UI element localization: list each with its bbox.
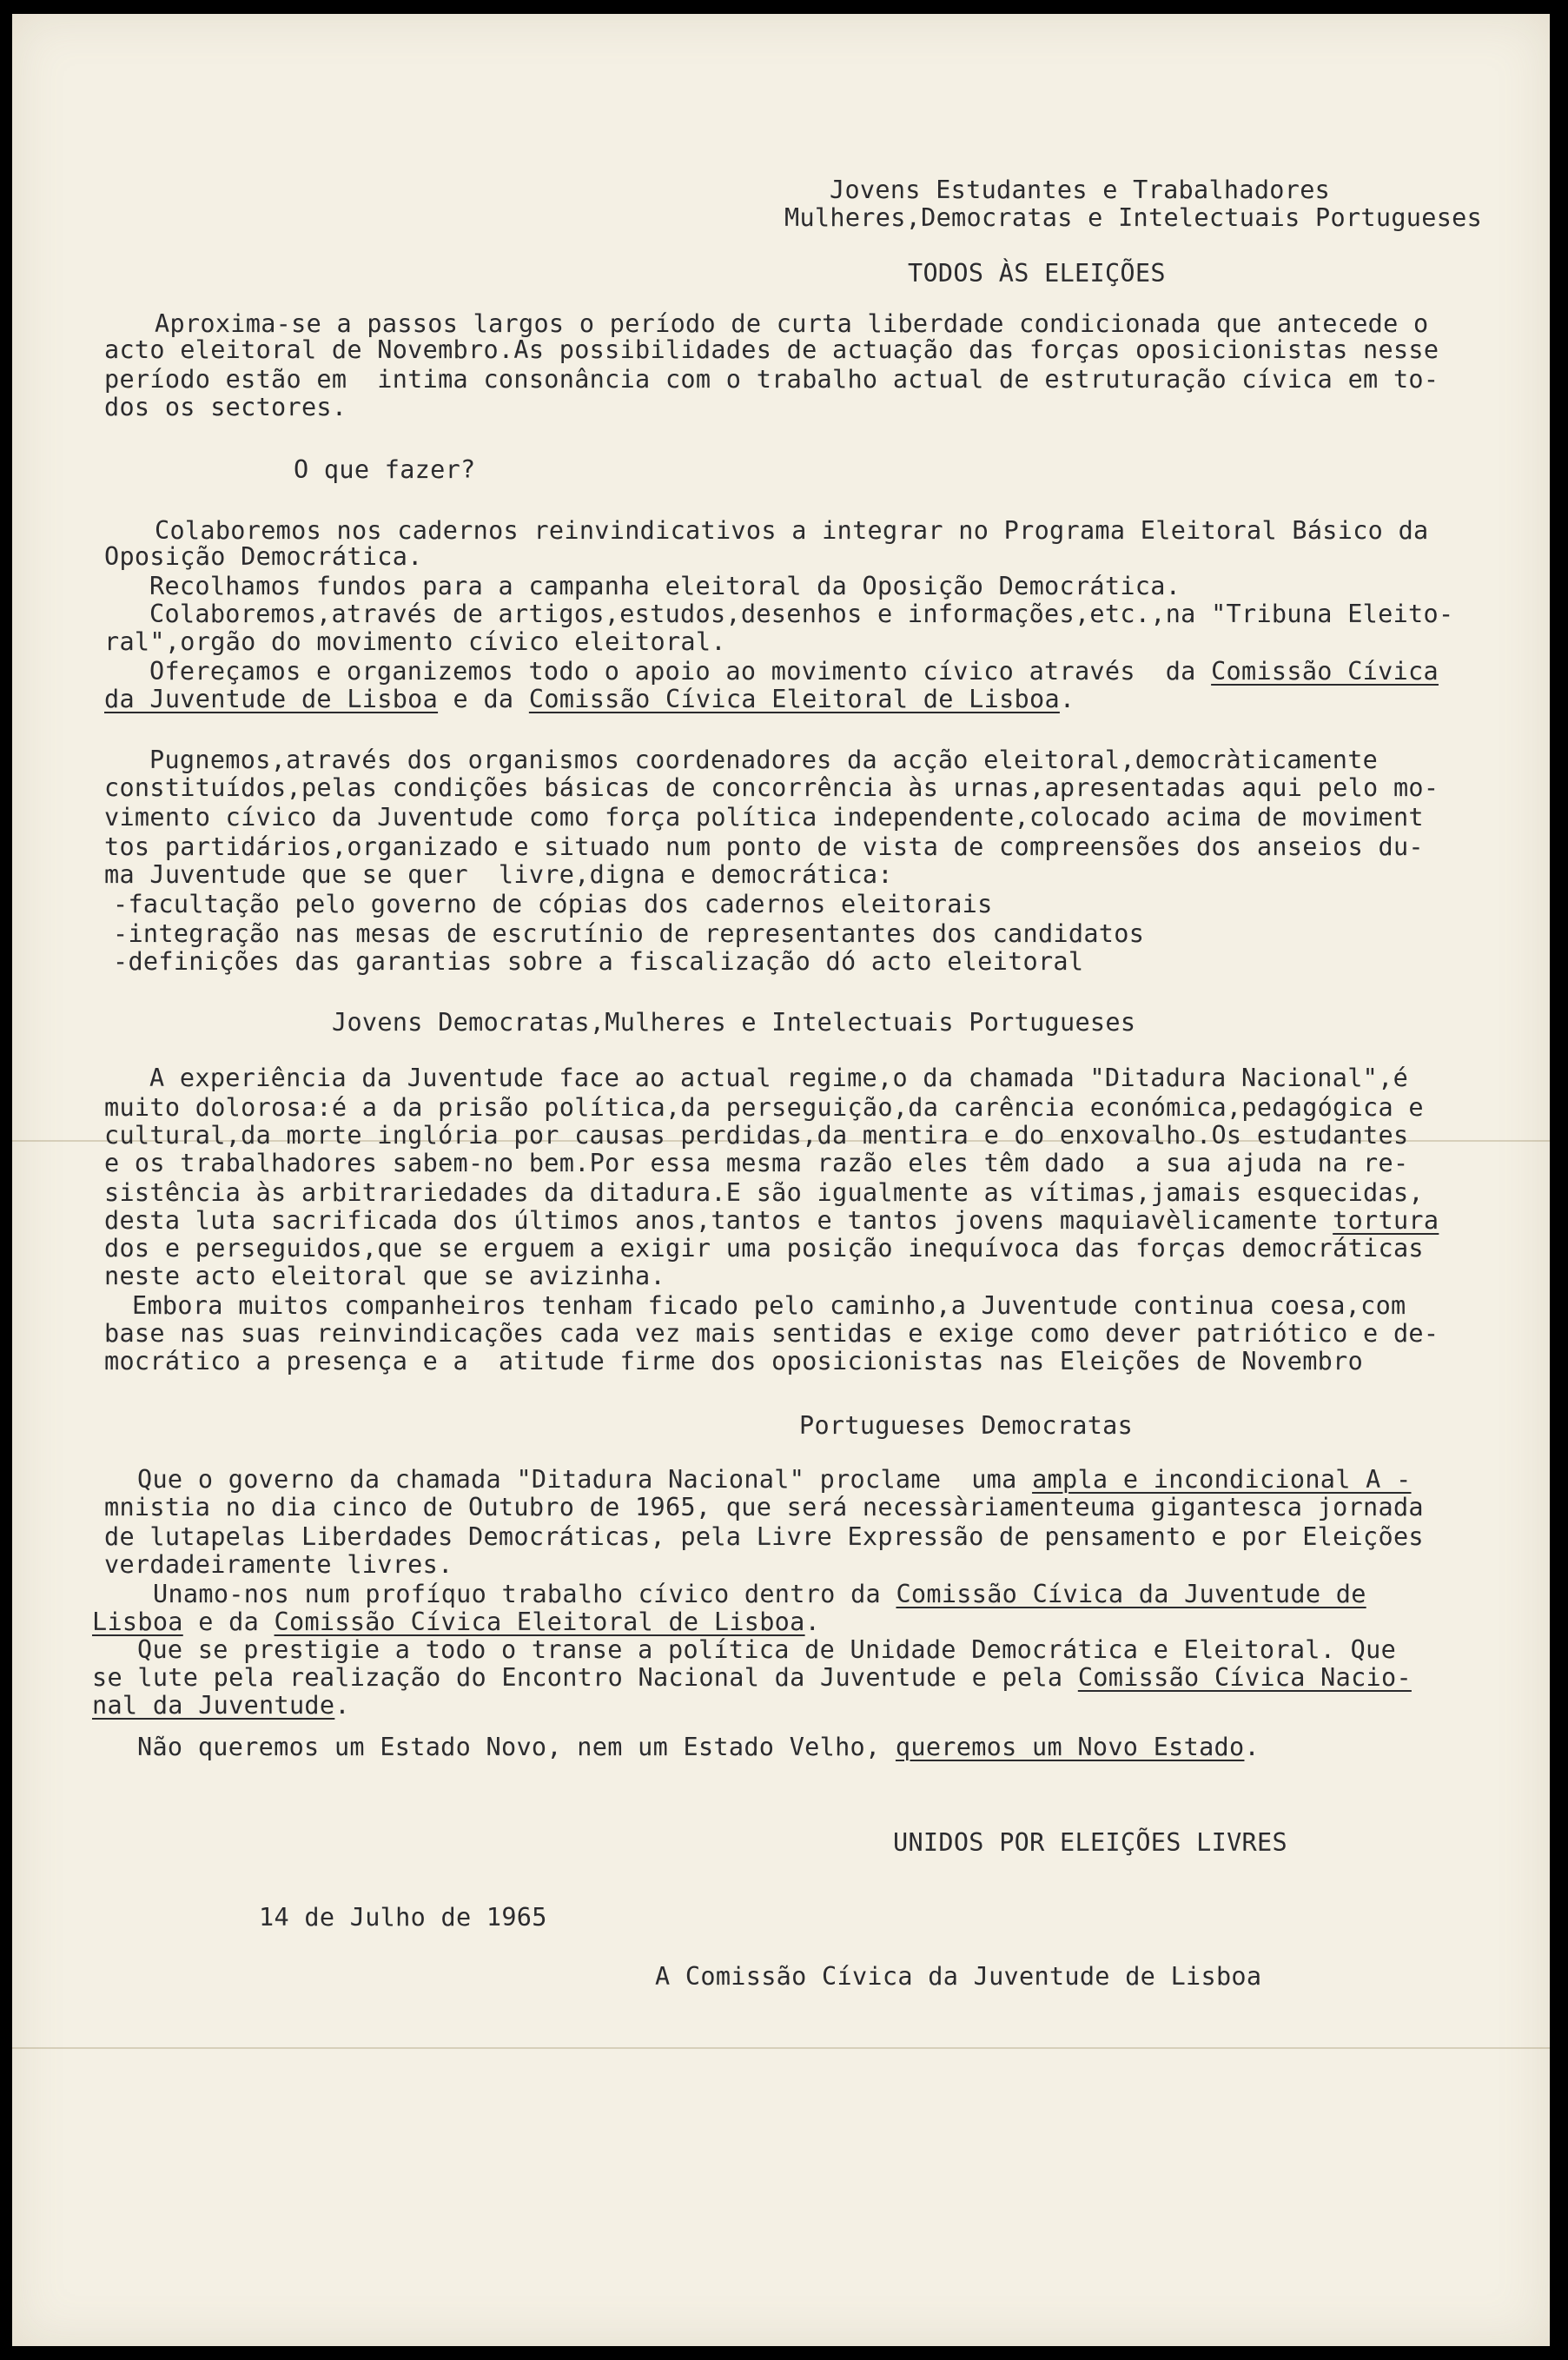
struggle-line: tos partidários,organizado e situado num ponto de vista de compreensões dos anseios du- <box>104 832 1424 861</box>
action-line: Colaboremos nos cadernos reinvindicativos a integrar no Programa Eleitoral Básico da <box>155 516 1429 545</box>
section-heading: Jovens Democratas,Mulheres e Intelectuais Portugueses <box>332 1008 1136 1037</box>
action-line: Recolhamos fundos para a campanha eleitoral da Oposição Democrática. <box>149 572 1181 600</box>
intro-line: período estão em intima consonância com o trabalho actual de estruturação cívica em to- <box>104 365 1439 394</box>
underlined-text: Comissão Cívica Eleitoral de Lisboa <box>528 685 1060 713</box>
header-line-1: Jovens Estudantes e Trabalhadores <box>830 176 1331 204</box>
underlined-text: queremos um Novo Estado <box>895 1733 1245 1761</box>
intro-line: Aproxima-se a passos largos o período de curta liberdade condicionada que antecede o <box>155 309 1429 338</box>
document-date: 14 de Julho de 1965 <box>259 1903 547 1932</box>
underlined-text: da Juventude de Lisboa <box>104 685 439 713</box>
closing-line: Não queremos um Estado Novo, nem um Estado Velho, queremos um Novo Estado. <box>137 1733 1260 1761</box>
prestige-line: Que se prestigie a todo o transe a política de Unidade Democrática e Eleitoral. Que <box>137 1635 1397 1664</box>
question-heading: O que fazer? <box>294 455 476 484</box>
signature-line: A Comissão Cívica da Juventude de Lisboa <box>655 1962 1262 1991</box>
companions-line: Embora muitos companheiros tenham ficado pelo caminho,a Juventude continua coesa,com <box>132 1291 1406 1320</box>
amnesty-line: Que o governo da chamada "Ditadura Nacional" proclame uma ampla e incondicional A - <box>137 1465 1412 1494</box>
list-item: -definições das garantias sobre a fiscalização dó acto eleitoral <box>113 947 1084 976</box>
action-line: Oposição Democrática. <box>104 542 423 571</box>
section-heading: Portugueses Democratas <box>799 1411 1134 1440</box>
companions-line: base nas suas reinvindicações cada vez mais sentidas e exige como dever patriótico e de- <box>104 1319 1439 1348</box>
intro-line: dos os sectores. <box>104 393 347 421</box>
list-item: -facultação pelo governo de cópias dos cadernos eleitorais <box>113 890 993 918</box>
amnesty-line: de lutapelas Liberdades Democráticas, pela Livre Expressão de pensamento e por Eleições <box>104 1522 1424 1551</box>
struggle-line: ma Juventude que se quer livre,digna e democrática: <box>104 860 893 889</box>
experience-line: desta luta sacrificada dos últimos anos,tantos e tantos jovens maquiavèlicamente tortura <box>104 1206 1439 1235</box>
underlined-text: nal da Juventude <box>92 1691 335 1720</box>
underlined-text: ampla e incondicional A - <box>1032 1465 1412 1494</box>
unite-line: Lisboa e da Comissão Cívica Eleitoral de Lisboa. <box>92 1608 821 1636</box>
struggle-line: vimento cívico da Juventude como força política independente,colocado acima de moviment <box>104 803 1424 832</box>
struggle-line: constituídos,pelas condições básicas de concorrência às urnas,apresentadas aqui pelo mo- <box>104 773 1439 802</box>
prestige-line: se lute pela realização do Encontro Nacional da Juventude e pela Comissão Cívica Nacio- <box>92 1663 1412 1692</box>
amnesty-line: mnistia no dia cinco de Outubro de 1965, que será necessàriamenteuma gigantesca jornada <box>104 1493 1424 1521</box>
underlined-text: Comissão Cívica Nacio- <box>1077 1663 1412 1692</box>
underlined-text: Comissão Cívica <box>1211 657 1439 686</box>
underlined-text: Lisboa <box>92 1608 183 1636</box>
list-item: -integração nas mesas de escrutínio de representantes dos candidatos <box>113 919 1145 948</box>
experience-line: A experiência da Juventude face ao actual regime,o da chamada "Ditadura Nacional",é <box>149 1064 1409 1092</box>
intro-line: acto eleitoral de Novembro.As possibilidades de actuação das forças oposicionistas nesse <box>104 335 1439 364</box>
struggle-line: Pugnemos,através dos organismos coordenadores da acção eleitoral,democràticamente <box>149 746 1379 774</box>
action-line: da Juventude de Lisboa e da Comissão Cívica Eleitoral de Lisboa. <box>104 685 1075 713</box>
experience-line: e os trabalhadores sabem-no bem.Por essa mesma razão eles têm dado a sua ajuda na re- <box>104 1149 1409 1177</box>
experience-line: neste acto eleitoral que se avizinha. <box>104 1262 665 1290</box>
header-line-2: Mulheres,Democratas e Intelectuais Portugueses <box>784 203 1483 232</box>
experience-line: cultural,da morte inglória por causas perdidas,da mentira e do enxovalho.Os estudantes <box>104 1121 1409 1150</box>
experience-line: muito dolorosa:é a da prisão política,da perseguição,da carência económica,pedagógica e <box>104 1093 1424 1122</box>
underlined-text: Comissão Cívica da Juventude de <box>896 1580 1366 1608</box>
prestige-line: nal da Juventude. <box>92 1691 350 1720</box>
amnesty-line: verdadeiramente livres. <box>104 1550 453 1579</box>
experience-line: sistência às arbitrariedades da ditadura.E são igualmente as vítimas,jamais esquecidas, <box>104 1178 1424 1207</box>
underlined-text: Comissão Cívica Eleitoral de Lisboa <box>274 1608 805 1636</box>
action-line: ral",orgão do movimento cívico eleitoral. <box>104 627 726 656</box>
document-title: TODOS ÀS ELEIÇÕES <box>908 259 1166 288</box>
experience-line: dos e perseguidos,que se erguem a exigir uma posição inequívoca das forças democráticas <box>104 1234 1424 1263</box>
action-line: Ofereçamos e organizemos todo o apoio ao movimento cívico através da Comissão Cívica <box>149 657 1439 686</box>
slogan: UNIDOS POR ELEIÇÕES LIVRES <box>893 1828 1287 1857</box>
companions-line: mocrático a presença e a atitude firme dos oposicionistas nas Eleições de Novembro <box>104 1347 1364 1376</box>
fold-line <box>12 2047 1550 2049</box>
underlined-text: tortura <box>1333 1206 1439 1235</box>
action-line: Colaboremos,através de artigos,estudos,desenhos e informações,etc.,na "Tribuna Eleito- <box>149 600 1454 628</box>
unite-line: Unamo-nos num profíquo trabalho cívico dentro da Comissão Cívica da Juventude de <box>153 1580 1366 1608</box>
